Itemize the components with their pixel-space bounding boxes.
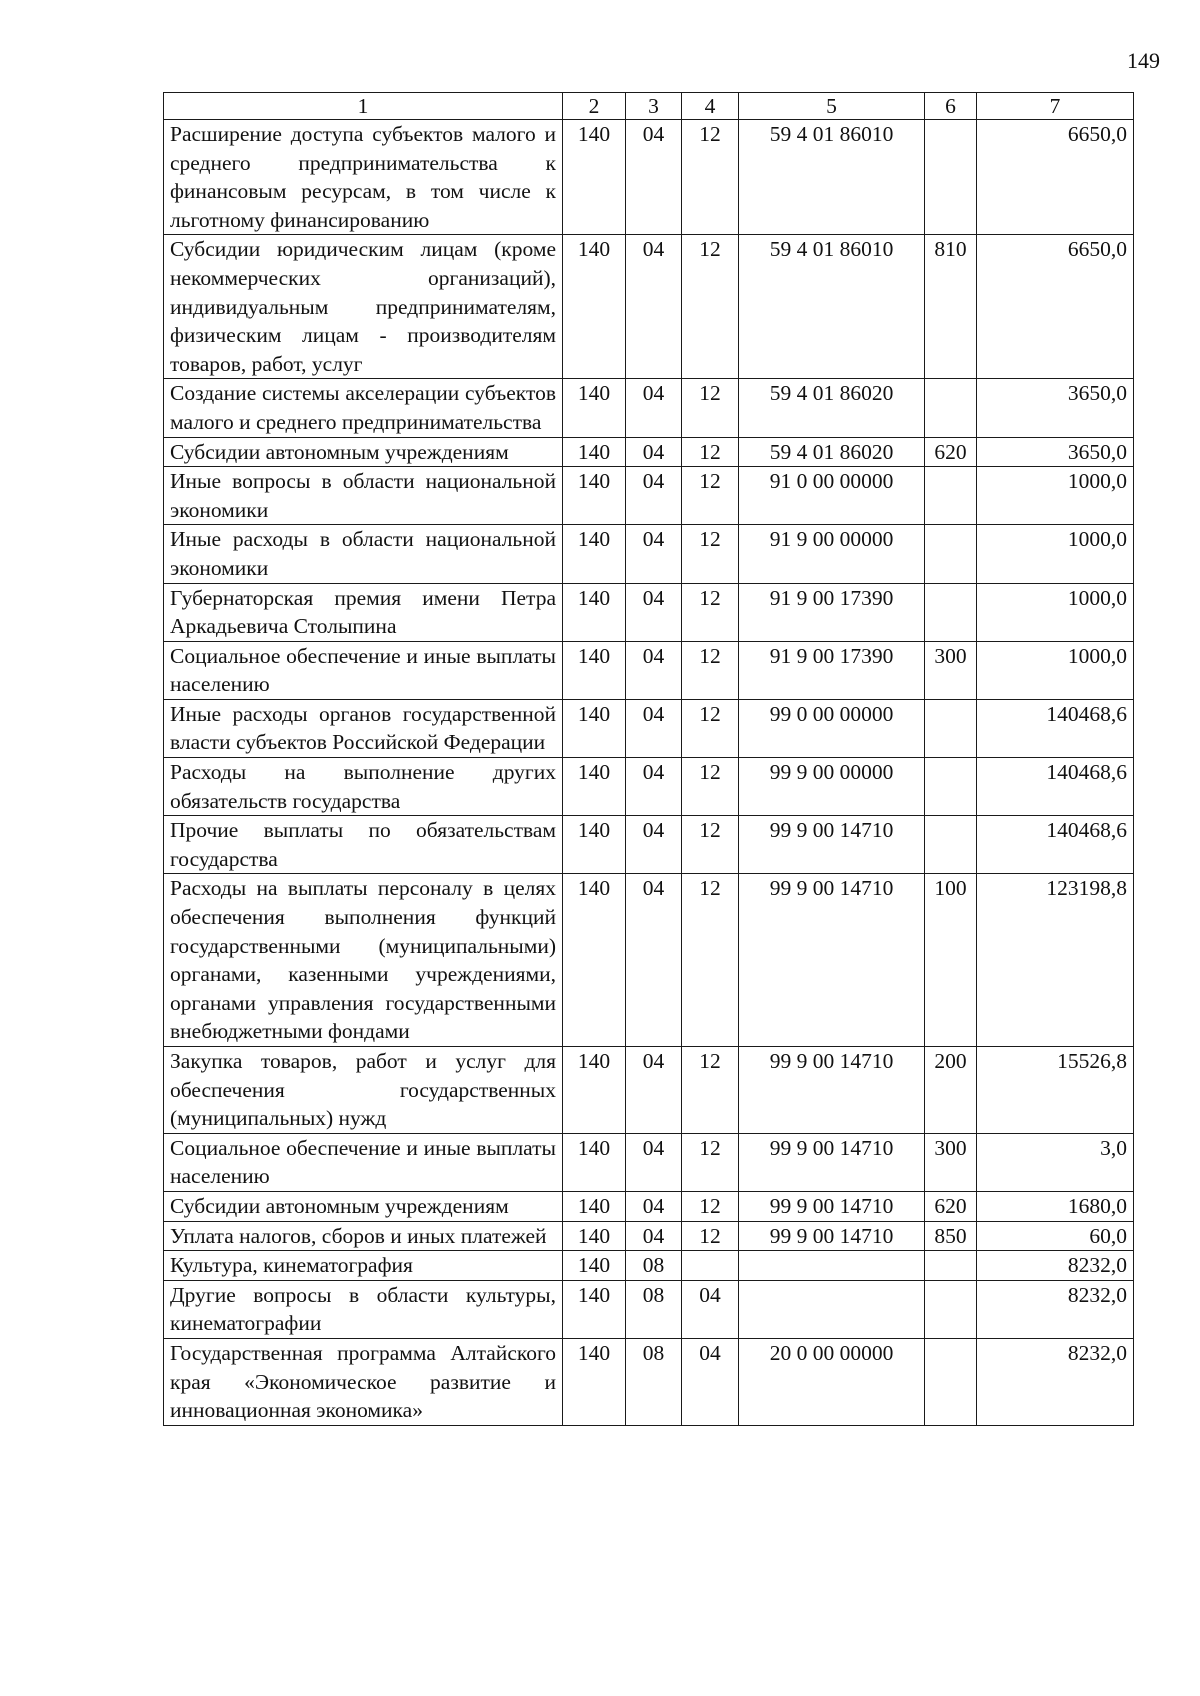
expense-type-code [925, 379, 977, 437]
table-row [164, 1280, 1134, 1338]
expense-type-code [925, 816, 977, 874]
row-name: Государственная программа Алтайского края «Экономическое развитие и инновационная экономика» [164, 1338, 563, 1425]
target-article-code: 99 9 00 14710 [739, 1221, 925, 1251]
row-name: Расходы на выполнение других обязательств государства [164, 758, 563, 816]
page-number: 149 [1127, 48, 1160, 73]
table-row [164, 758, 1134, 816]
admin-code: 140 [563, 379, 626, 437]
subsection-code: 12 [682, 467, 739, 525]
admin-code: 140 [563, 1338, 626, 1425]
admin-code: 140 [563, 583, 626, 641]
target-article-code: 20 0 00 00000 [739, 1338, 925, 1425]
section-code: 08 [626, 1251, 682, 1281]
subsection-code: 12 [682, 583, 739, 641]
row-name: Прочие выплаты по обязательствам государства [164, 816, 563, 874]
table-row [164, 583, 1134, 641]
table-row [164, 1133, 1134, 1191]
subsection-code: 04 [682, 1338, 739, 1425]
expense-type-code [925, 525, 977, 583]
subsection-code: 12 [682, 641, 739, 699]
admin-code: 140 [563, 641, 626, 699]
subsection-code: 12 [682, 437, 739, 467]
subsection-code: 12 [682, 120, 739, 235]
expense-type-code: 300 [925, 641, 977, 699]
expense-type-code [925, 1251, 977, 1281]
expense-type-code: 620 [925, 437, 977, 467]
row-name: Субсидии юридическим лицам (кроме некоммерческих организаций), индивидуальным предпринимателям, физическим лицам - производителям товаров, работ, услуг [164, 235, 563, 379]
row-name: Другие вопросы в области культуры, кинематографии [164, 1280, 563, 1338]
section-code: 04 [626, 1191, 682, 1221]
table-row [164, 1338, 1134, 1425]
amount: 140468,6 [977, 699, 1134, 757]
expense-type-code: 620 [925, 1191, 977, 1221]
expense-type-code [925, 1280, 977, 1338]
amount: 8232,0 [977, 1280, 1134, 1338]
target-article-code: 59 4 01 86010 [739, 235, 925, 379]
table-row [164, 874, 1134, 1047]
target-article-code: 59 4 01 86010 [739, 120, 925, 235]
section-code: 04 [626, 1221, 682, 1251]
amount: 123198,8 [977, 874, 1134, 1047]
amount: 8232,0 [977, 1338, 1134, 1425]
section-code: 04 [626, 874, 682, 1047]
amount: 60,0 [977, 1221, 1134, 1251]
admin-code: 140 [563, 1191, 626, 1221]
amount: 3650,0 [977, 437, 1134, 467]
amount: 1000,0 [977, 467, 1134, 525]
target-article-code: 99 9 00 14710 [739, 1191, 925, 1221]
section-code: 04 [626, 379, 682, 437]
section-code: 04 [626, 816, 682, 874]
subsection-code: 12 [682, 816, 739, 874]
table-row [164, 1251, 1134, 1281]
amount: 8232,0 [977, 1251, 1134, 1281]
admin-code: 140 [563, 120, 626, 235]
section-code: 08 [626, 1280, 682, 1338]
expense-type-code [925, 758, 977, 816]
target-article-code: 91 9 00 17390 [739, 641, 925, 699]
row-name: Иные расходы в области национальной экономики [164, 525, 563, 583]
target-article-code: 91 0 00 00000 [739, 467, 925, 525]
amount: 15526,8 [977, 1047, 1134, 1134]
target-article-code: 59 4 01 86020 [739, 437, 925, 467]
section-code: 04 [626, 641, 682, 699]
expense-type-code [925, 699, 977, 757]
row-name: Субсидии автономным учреждениям [164, 1191, 563, 1221]
target-article-code: 99 9 00 14710 [739, 1133, 925, 1191]
expense-type-code [925, 467, 977, 525]
target-article-code: 99 9 00 14710 [739, 874, 925, 1047]
column-header-6: 6 [925, 93, 977, 120]
amount: 140468,6 [977, 758, 1134, 816]
admin-code: 140 [563, 874, 626, 1047]
table-row [164, 699, 1134, 757]
admin-code: 140 [563, 758, 626, 816]
table-row [164, 816, 1134, 874]
admin-code: 140 [563, 1133, 626, 1191]
section-code: 04 [626, 467, 682, 525]
table-row [164, 1221, 1134, 1251]
table-body [164, 120, 1134, 1426]
row-name: Субсидии автономным учреждениям [164, 437, 563, 467]
section-code: 04 [626, 437, 682, 467]
amount: 1000,0 [977, 525, 1134, 583]
amount: 3650,0 [977, 379, 1134, 437]
row-name: Иные вопросы в области национальной экономики [164, 467, 563, 525]
table-row [164, 467, 1134, 525]
section-code: 04 [626, 235, 682, 379]
subsection-code: 12 [682, 699, 739, 757]
amount: 6650,0 [977, 235, 1134, 379]
table-row [164, 235, 1134, 379]
section-code: 04 [626, 699, 682, 757]
column-header-2: 2 [563, 93, 626, 120]
table-row [164, 120, 1134, 235]
amount: 1000,0 [977, 641, 1134, 699]
admin-code: 140 [563, 699, 626, 757]
table-row [164, 437, 1134, 467]
subsection-code: 12 [682, 1221, 739, 1251]
column-header-3: 3 [626, 93, 682, 120]
admin-code: 140 [563, 816, 626, 874]
admin-code: 140 [563, 1047, 626, 1134]
column-header-1: 1 [164, 93, 563, 120]
target-article-code: 99 9 00 14710 [739, 1047, 925, 1134]
expense-type-code: 810 [925, 235, 977, 379]
admin-code: 140 [563, 1280, 626, 1338]
subsection-code: 12 [682, 758, 739, 816]
target-article-code: 91 9 00 17390 [739, 583, 925, 641]
column-header-5: 5 [739, 93, 925, 120]
table-row [164, 1047, 1134, 1134]
column-header-7: 7 [977, 93, 1134, 120]
section-code: 08 [626, 1338, 682, 1425]
row-name: Социальное обеспечение и иные выплаты населению [164, 1133, 563, 1191]
row-name: Уплата налогов, сборов и иных платежей [164, 1221, 563, 1251]
table-row [164, 525, 1134, 583]
section-code: 04 [626, 525, 682, 583]
row-name: Губернаторская премия имени Петра Аркадьевича Столыпина [164, 583, 563, 641]
subsection-code: 12 [682, 525, 739, 583]
amount: 140468,6 [977, 816, 1134, 874]
admin-code: 140 [563, 467, 626, 525]
subsection-code: 12 [682, 379, 739, 437]
table-row [164, 379, 1134, 437]
target-article-code: 99 9 00 00000 [739, 758, 925, 816]
row-name: Расширение доступа субъектов малого и среднего предпринимательства к финансовым ресурсам, в том числе к льготному финансированию [164, 120, 563, 235]
subsection-code: 12 [682, 1191, 739, 1221]
table-header-row [164, 93, 1134, 120]
subsection-code: 12 [682, 1133, 739, 1191]
row-name: Иные расходы органов государственной власти субъектов Российской Федерации [164, 699, 563, 757]
target-article-code: 99 0 00 00000 [739, 699, 925, 757]
admin-code: 140 [563, 1221, 626, 1251]
budget-table [163, 92, 1134, 1426]
table-row [164, 641, 1134, 699]
row-name: Расходы на выплаты персоналу в целях обеспечения выполнения функций государственными (муниципальными) органами, казенными учреждениями, органами управления государственными внебюджетными фондами [164, 874, 563, 1047]
target-article-code [739, 1251, 925, 1281]
row-name: Закупка товаров, работ и услуг для обеспечения государственных (муниципальных) нужд [164, 1047, 563, 1134]
amount: 1000,0 [977, 583, 1134, 641]
expense-type-code: 200 [925, 1047, 977, 1134]
target-article-code: 99 9 00 14710 [739, 816, 925, 874]
subsection-code [682, 1251, 739, 1281]
row-name: Социальное обеспечение и иные выплаты населению [164, 641, 563, 699]
section-code: 04 [626, 120, 682, 235]
amount: 6650,0 [977, 120, 1134, 235]
admin-code: 140 [563, 235, 626, 379]
expense-type-code: 100 [925, 874, 977, 1047]
admin-code: 140 [563, 437, 626, 467]
section-code: 04 [626, 1133, 682, 1191]
section-code: 04 [626, 583, 682, 641]
subsection-code: 04 [682, 1280, 739, 1338]
subsection-code: 12 [682, 235, 739, 379]
expense-type-code: 850 [925, 1221, 977, 1251]
section-code: 04 [626, 758, 682, 816]
row-name: Культура, кинематография [164, 1251, 563, 1281]
subsection-code: 12 [682, 1047, 739, 1134]
row-name: Создание системы акселерации субъектов малого и среднего предпринимательства [164, 379, 563, 437]
admin-code: 140 [563, 1251, 626, 1281]
amount: 1680,0 [977, 1191, 1134, 1221]
subsection-code: 12 [682, 874, 739, 1047]
target-article-code: 59 4 01 86020 [739, 379, 925, 437]
section-code: 04 [626, 1047, 682, 1134]
amount: 3,0 [977, 1133, 1134, 1191]
target-article-code [739, 1280, 925, 1338]
table-row [164, 1191, 1134, 1221]
column-header-4: 4 [682, 93, 739, 120]
expense-type-code [925, 1338, 977, 1425]
target-article-code: 91 9 00 00000 [739, 525, 925, 583]
expense-type-code [925, 120, 977, 235]
expense-type-code [925, 583, 977, 641]
admin-code: 140 [563, 525, 626, 583]
expense-type-code: 300 [925, 1133, 977, 1191]
